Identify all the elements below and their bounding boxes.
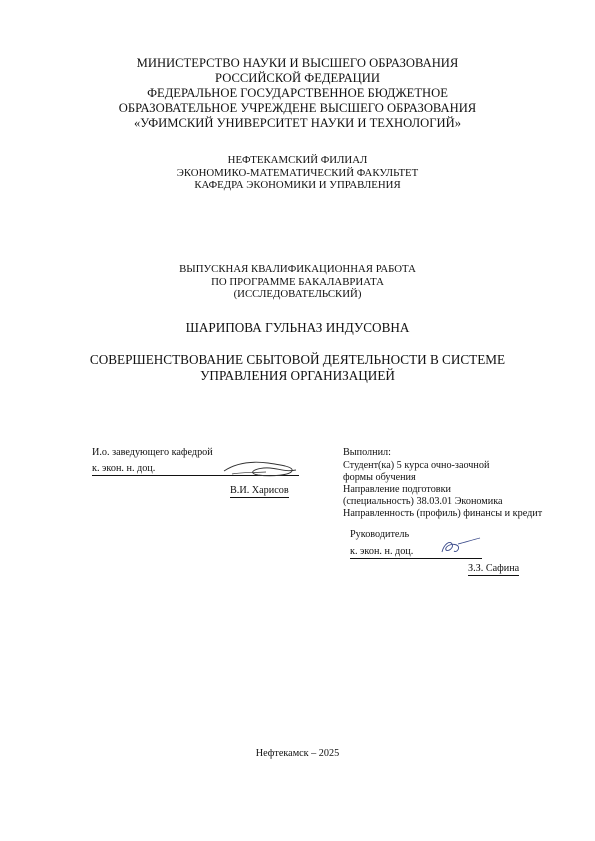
supervisor-name: З.З. Сафина bbox=[468, 563, 520, 574]
direction-label-line: Направление подготовки bbox=[343, 484, 452, 495]
work-type-line: ВЫПУСКНАЯ КВАЛИФИКАЦИОННАЯ РАБОТА bbox=[179, 263, 416, 275]
work-type-line: (ИССЛЕДОВАТЕЛЬСКИЙ) bbox=[233, 288, 362, 300]
city-year: Нефтекамск – 2025 bbox=[255, 748, 340, 759]
student-course-line: Студент(ка) 5 курса очно-заочной bbox=[343, 460, 490, 471]
faculty-name: ЭКОНОМИКО-МАТЕМАТИЧЕСКИЙ ФАКУЛЬТЕТ bbox=[176, 166, 419, 179]
header-line: МИНИСТЕРСТВО НАУКИ И ВЫСШЕГО ОБРАЗОВАНИЯ bbox=[136, 56, 459, 70]
thesis-title bbox=[0, 352, 595, 383]
student-info bbox=[343, 460, 542, 520]
specialty-line: (специальность) 38.03.01 Экономика bbox=[343, 496, 503, 507]
header-line: «УФИМСКИЙ УНИВЕРСИТЕТ НАУКИ И ТЕХНОЛОГИЙ» bbox=[133, 116, 462, 130]
branch-name: НЕФТЕКАМСКИЙ ФИЛИАЛ bbox=[227, 154, 368, 166]
ministry-header bbox=[0, 56, 595, 131]
supervisor-signature-icon bbox=[438, 534, 482, 558]
work-type-line: ПО ПРОГРАММЕ БАКАЛАВРИАТА bbox=[211, 275, 384, 288]
completed-by-label: Выполнил: bbox=[343, 447, 391, 458]
author-name: ШАРИПОВА ГУЛЬНАЗ ИНДУСОВНА bbox=[185, 320, 410, 335]
header-line: ФЕДЕРАЛЬНОЕ ГОСУДАРСТВЕННОЕ БЮДЖЕТНОЕ bbox=[147, 86, 448, 100]
division-block bbox=[0, 154, 595, 192]
title-line: СОВЕРШЕНСТВОВАНИЕ СБЫТОВОЙ ДЕЯТЕЛЬНОСТИ В СИСТЕМЕ bbox=[89, 352, 506, 367]
study-form-line: формы обучения bbox=[343, 472, 416, 483]
head-signature-icon bbox=[222, 457, 298, 483]
head-of-department-name: В.И. Харисов bbox=[230, 485, 289, 496]
header-line: РОССИЙСКОЙ ФЕДЕРАЦИИ bbox=[215, 71, 380, 85]
head-of-department-degree: к. экон. н. доц. bbox=[92, 463, 156, 474]
work-type-block bbox=[0, 263, 595, 301]
supervisor-degree: к. экон. н. доц. bbox=[350, 546, 414, 557]
profile-line: Направленность (профиль) финансы и кредит bbox=[343, 508, 543, 519]
head-of-department-role: И.о. заведующего кафедрой bbox=[92, 447, 213, 458]
header-line: ОБРАЗОВАТЕЛЬНОЕ УЧРЕЖДЕНЕ ВЫСШЕГО ОБРАЗОВАНИЯ bbox=[118, 101, 477, 115]
supervisor-role: Руководитель bbox=[350, 529, 410, 540]
title-line: УПРАВЛЕНИЯ ОРГАНИЗАЦИЕЙ bbox=[200, 367, 395, 383]
department-name: КАФЕДРА ЭКОНОМИКИ И УПРАВЛЕНИЯ bbox=[194, 179, 401, 191]
